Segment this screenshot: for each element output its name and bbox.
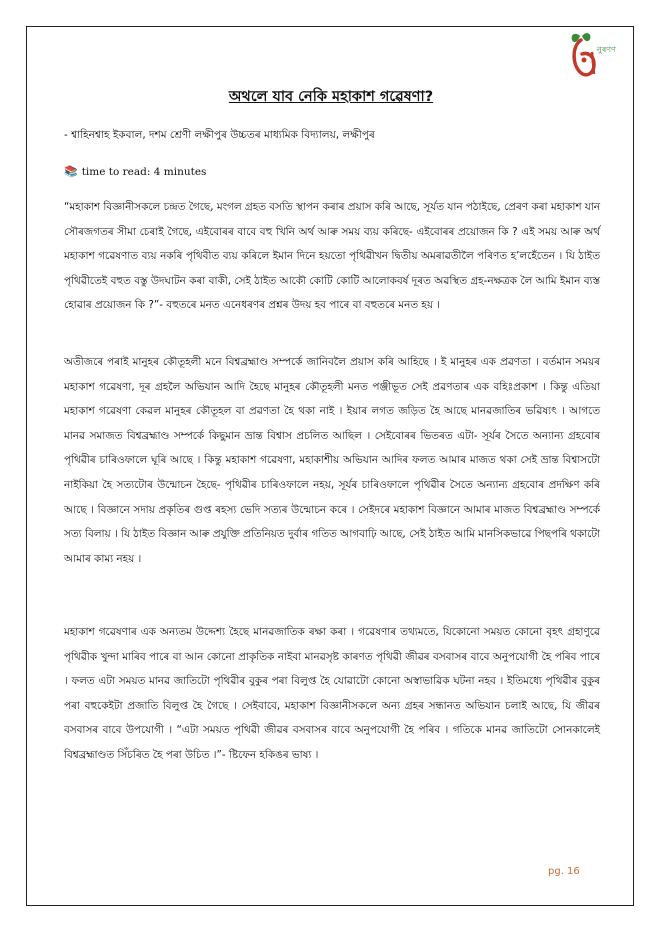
logo-text: নুৰণণ xyxy=(597,45,616,54)
paragraph-3: মহাকাশ গৱেষণাৰ এক অন্যতম উদ্দেশ্য হৈছে মানৱজাতিক ৰক্ষা কৰা । গৱেষণাৰ তথ্যমতে, যিকোনো সময়ত কোনো বৃহৎ গ্ৰহাণুৱে পৃথিৱীক খুন্দা মাৰিব পাৰে বা আন কোনো প্ৰাকৃতিক নাইবা মানৱসৃষ্ট কাৰণত পৃথিৱী জীৱৰ বসবাসৰ বাবে অনুপযোগী হৈ পৰিব পাৰে । ফলত এটা সময়ত মানৱ জাতিটো পৃথিৱীৰ বুকুৰ পৰা বিলুপ্ত হৈ যোৱাটো কোনো অস্বাভাৱিক ঘটনা নহব । ইতিমধ্যে পৃথিৱীৰ বুকুৰ পৰা বহুকেইটা প্ৰজাতি বিলুপ্ত হৈ গৈছে । সেইবাবে, মহাকাশ বিজ্ঞানীসকলে অন্য গ্ৰহৰ সন্ধানত অভিযান চলাই আছে, যি জীৱৰ বসবাসৰ বাবে উপযোগী । “এটা সময়ত পৃথিৱী জীৱৰ বসবাসৰ বাবে অনুপযোগী হৈ পৰিব । গতিকে মানৱ জাতিটো সোনকালেই বিশ্বব্ৰহ্মাণ্ডত সিঁচৰিত হৈ পৰা উচিত ।”- ষ্টিফেন হকিঙৰ ভাষ্য । xyxy=(64,626,600,761)
read-time xyxy=(64,165,206,178)
book-icon: 📚 xyxy=(64,165,78,178)
paragraph-1: “মহাকাশ বিজ্ঞানীসকলে চন্দ্ৰত গৈছে, মংগল গ্ৰহত বসতি স্থাপন কৰাৰ প্ৰয়াস কৰি আছে, সূৰ্যত যান পঠাইছে, প্ৰেৰণ কৰা মহাকাশ যান সৌৰজগতৰ সীমা চেৰাই গৈছে, এইবোৰৰ বাবে বহু খিনি অৰ্থ আৰু সময় ব্যয় কৰিছে- এইবোৰৰ প্ৰয়োজন কি ? এই সময় আৰু অৰ্থ মহাকাশ গৱেষণাত ব্যয় নকৰি পৃথিবীত ব্যয় কৰিলে ইমান দিনে হয়তো পৃথিৱীখন দ্বিতীয় অমৰাৱতীলৈ পৰিণত হ’লহেঁতেন । যি ঠাইত পৃথিৱীতেই বহুত বস্তু উদঘাটন কৰা বাকী, সেই ঠাইত আকৌ কোটি কোটি আলোকবৰ্ষ দূৰত অৱস্থিত গ্ৰহ-নক্ষত্ৰক লৈ আমি ইমান ব্যস্ত হোৱাৰ প্ৰয়োজন কি ?”- বহুতৰে মনত এনেধৰণৰ প্ৰশ্নৰ উদয় হব পাৰে বা বহুতৰে মনত হয় । xyxy=(64,201,600,312)
paragraph-2: অতীজৰে পৰাই মানুহৰ কৌতূহলী মনে বিশ্বব্ৰহ্মাণ্ড সম্পৰ্কে জানিবলৈ প্ৰয়াস কৰি আহিছে । ই মানুহৰ এক প্ৰৱণতা । বৰ্তমান সময়ৰ মহাকাশ গৱেষণা, দূৰ গ্ৰহলৈ অভিযান আদি হৈছে মানুহৰ কৌতূহলী মনত পঞ্জীভূত সেই প্ৰৱণতাৰ এক বহিঃপ্ৰকাশ । কিন্তু এতিয়া মহাকাশ গৱেষণা কেৱল মানুহৰ কৌতূহল বা প্ৰৱণতা হৈ থকা নাই । ইয়াৰ লগত জড়িত হৈ আছে মানৱজাতিৰ ভৱিষ্যৎ । আগতে মানৱ সমাজত বিশ্বব্ৰহ্মাণ্ড সম্পৰ্কে কিছুমান ভ্ৰান্ত বিশ্বাস প্ৰচলিত আছিল । সেইবোৰৰ ভিতৰত এটা- সূৰ্যৰ সৈতে অন্যান্য গ্ৰহবোৰ পৃথিৱীৰ চাৰিওফালে ঘূৰি আছে । কিন্তু মহাকাশ গৱেষণা, মহাকাশীয় অভিযান আদিৰ ফলত আমাৰ মাজত থকা সেই ভ্ৰান্ত বিশ্বাসটো নাইকিয়া হৈ সত্যটোৰ উন্মোচন হৈছে- পৃথিৱীৰ চাৰিওফালে নহয়, সূৰ্যৰ চাৰিওফালে পৃথিৱীৰ সৈতে অন্যান্য গ্ৰহবোৰ প্ৰদক্ষিণ কৰি আছে । বিজ্ঞানে সদায় প্ৰকৃতিৰ গুপ্ত ৰহস্য ভেদি সত্যৰ উন্মোচন কৰে । সেইদৰে মহাকাশ বিজ্ঞানে আমাৰ মাজত বিশ্বব্ৰহ্মাণ্ড সম্পৰ্কে সত্য বিলায় । যি ঠাইত বিজ্ঞান আৰু প্ৰযুক্তি প্ৰতিনিয়ত দুৰ্বাৰ গতিত আগবাঢ়ি আছে, সেই ঠাইত আমি মানসিকভাৱে পিছপৰি থকাটো আমাৰ কাম্য নহয় । xyxy=(64,356,600,565)
page-number: pg. 16 xyxy=(548,866,580,877)
read-time-text: time to read: 4 minutes xyxy=(81,166,207,178)
magazine-logo xyxy=(566,30,630,82)
article-title: অথলে যাব নেকি মহাকাশ গৱেষণা? xyxy=(228,89,434,105)
author-line: - শ্বাহিনশ্বাহ ইকবাল, দশম শ্ৰেণী লক্ষীপুৰ উচ্চতৰ মাধ্যমিক বিদ্যালয়, লক্ষীপুৰ xyxy=(64,129,375,141)
